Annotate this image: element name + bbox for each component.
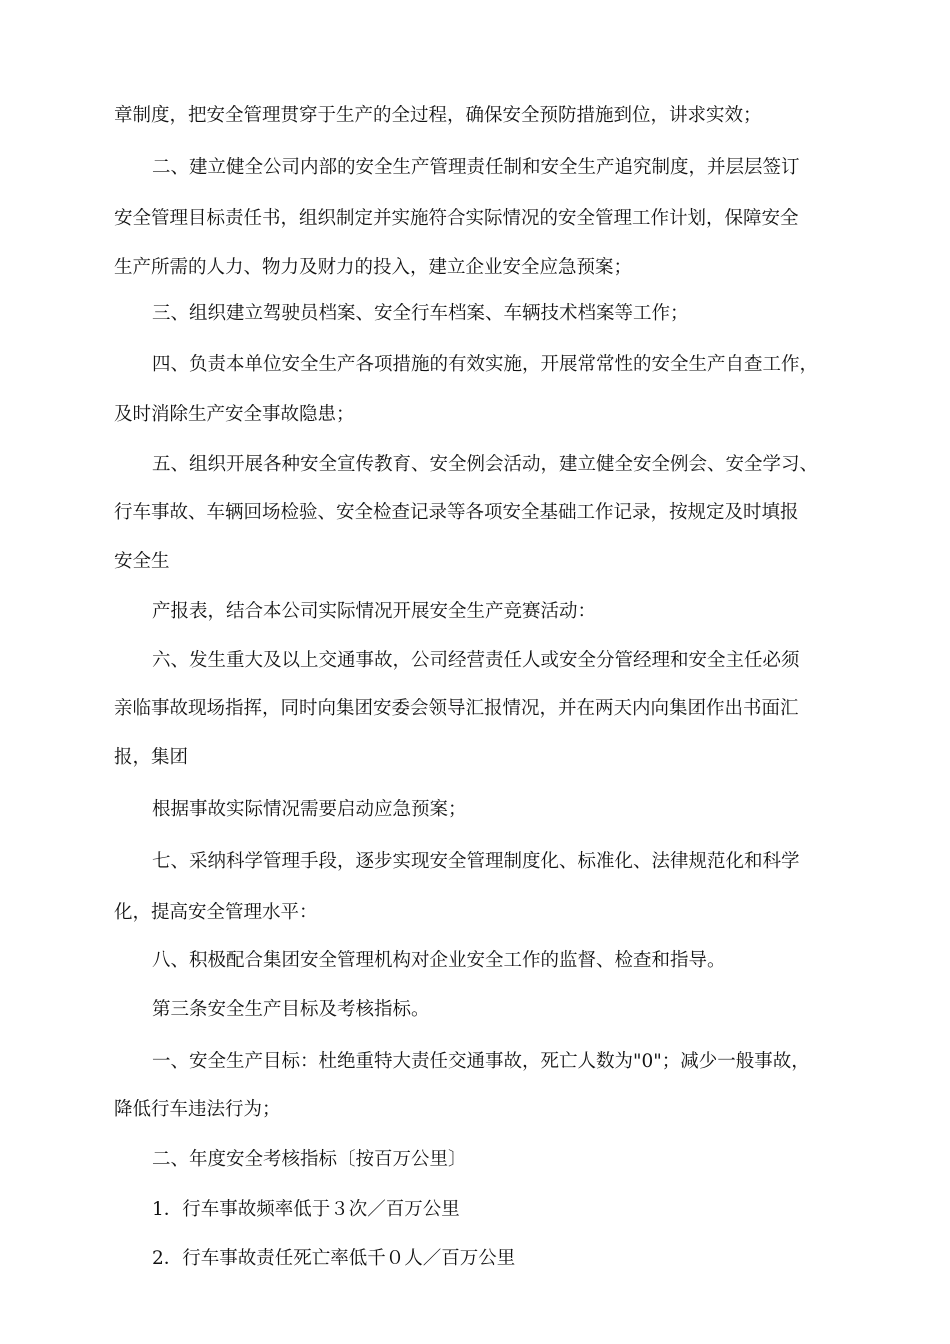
text-line: 章制度，把安全管理贯穿于生产的全过程，确保安全预防措施到位，讲求实效； [114,105,762,126]
text-line: 四、负责本单位安全生产各项措施的有效实施，开展常常性的安全生产自查工作， [152,354,819,375]
text-line: 三、组织建立驾驶员档案、安全行车档案、车辆技术档案等工作； [152,303,689,324]
text-line: 化，提高安全管理水平： [114,902,318,923]
text-line: 安全管理目标责任书，组织制定并实施符合实际情况的安全管理工作计划，保障安全 [114,208,799,229]
text-line: 一、安全生产目标：杜绝重特大责任交通事故，死亡人数为"0"；减少一般事故， [152,1051,810,1072]
text-line: 七、采纳科学管理手段，逐步实现安全管理制度化、标准化、法律规范化和科学 [152,851,800,872]
text-line: 六、发生重大及以上交通事故，公司经营责任人或安全分管经理和安全主任必须 [152,650,800,671]
list-item: 2．行车事故责任死亡率低千０人／百万公里 [152,1248,516,1269]
text-line: 降低行车违法行为； [114,1099,281,1120]
text-line: 八、积极配合集团安全管理机构对企业安全工作的监督、检查和指导。 [152,950,726,971]
list-item: 1．行车事故频率低于３次／百万公里 [152,1199,460,1220]
text-line: 五、组织开展各种安全宣传教育、安全例会活动，建立健全安全例会、安全学习、 [152,454,819,475]
text-line: 二、建立健全公司内部的安全生产管理责任制和安全生产追究制度，并层层签订 [152,157,800,178]
text-line: 根据事故实际情况需要启动应急预案； [152,799,467,820]
text-line: 及时消除生产安全事故隐患； [114,404,355,425]
text-line: 生产所需的人力、物力及财力的投入，建立企业安全应急预案； [114,257,633,278]
text-line: 安全生 [114,551,170,572]
text-line: 亲临事故现场指挥，同时向集团安委会领导汇报情况，并在两天内向集团作出书面汇 [114,698,799,719]
text-line: 行车事故、车辆回场检验、安全检查记录等各项安全基础工作记录，按规定及时填报 [114,502,799,523]
section-heading: 第三条安全生产目标及考核指标。 [152,999,430,1020]
text-line: 产报表，结合本公司实际情况开展安全生产竞赛活动： [152,601,597,622]
text-line: 报，集团 [114,747,189,768]
text-line: 二、年度安全考核指标〔按百万公里〕 [152,1149,467,1170]
